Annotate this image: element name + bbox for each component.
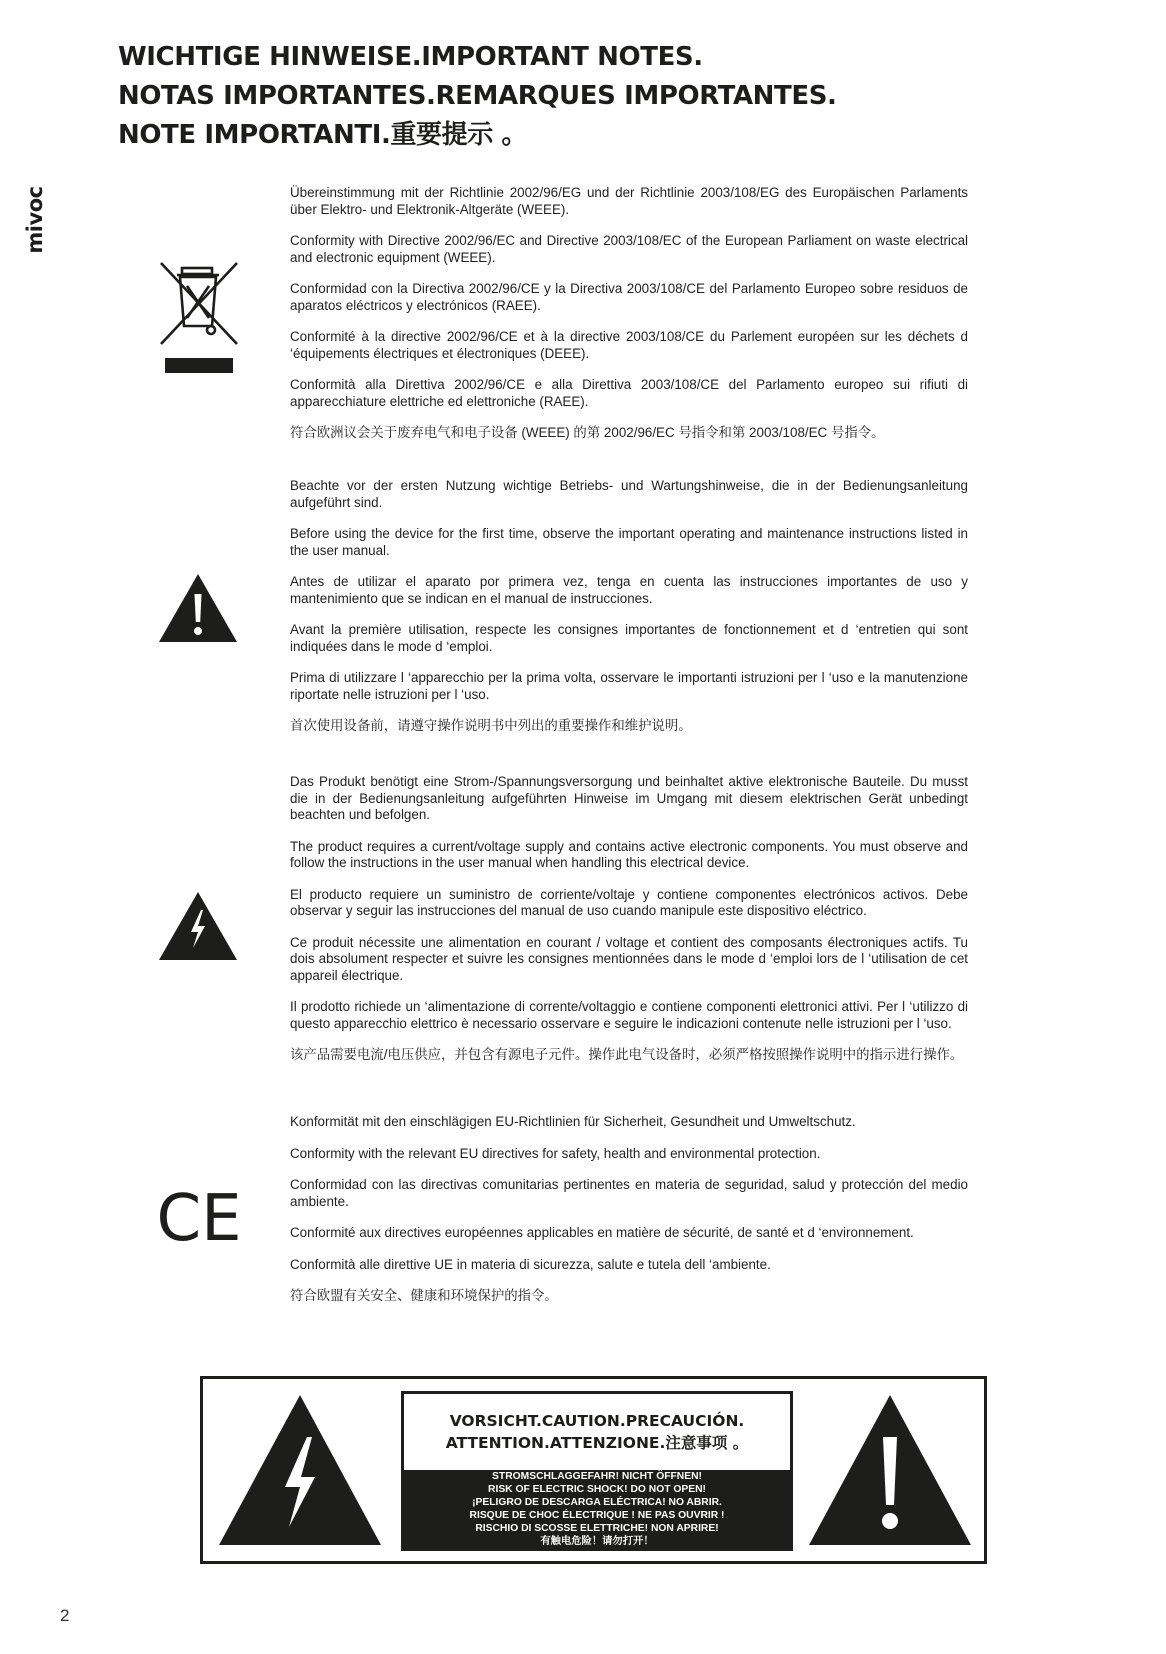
electric-shock-triangle-icon	[157, 890, 239, 967]
electric-paragraph-fr: Ce produit nécessite une alimentation en courant / voltage et contient des composants électroniques actifs. Tu dois absolument respecter et suivre les consignes mentionnées dans le mode d ‘emploi lors de l ‘utilisation de cet appareil électrique.	[290, 934, 968, 983]
caution-line-zh: 有触电危险！请勿打开！	[540, 1536, 654, 1547]
caution-line-es: ¡PELIGRO DE DESCARGA ELÉCTRICA! NO ABRIR.	[472, 1497, 722, 1508]
conformity-paragraph-es: Conformidad con las directivas comunitarias pertinentes en materia de seguridad, salud y protección del medio ambiente.	[290, 1177, 968, 1209]
ce-mark-text: CE	[157, 1184, 241, 1248]
conformity-paragraph-en: Conformity with the relevant EU directives for safety, health and environmental protection.	[290, 1145, 821, 1161]
caution-warning-panel	[404, 1470, 790, 1548]
operating-paragraph-fr: Avant la première utilisation, respecte les consignes importantes de fonctionnement et d ‘entretien qui sont indiquées dans le mode d ‘emploi.	[290, 622, 968, 654]
title-line-2: NOTAS IMPORTANTES.REMARQUES IMPORTANTES.	[118, 81, 837, 111]
caution-heading-line-2: ATTENTION.ATTENZIONE.注意事项 。	[445, 1434, 749, 1452]
weee-paragraph-de: Übereinstimmung mit der Richtlinie 2002/96/EG und der Richtlinie 2003/108/EG des Europäischen Parlaments über Elektro- und Elektronik-Altgeräte (WEEE).	[290, 185, 968, 217]
electric-paragraph-es: El producto requiere un suministro de corriente/voltaje y contiene componentes electrónicos activos. Debe observar y seguir las instrucciones del manual de uso cuando manipule este dispositivo eléctrico.	[290, 886, 968, 918]
operating-paragraph-it: Prima di utilizzare l ‘apparecchio per la prima volta, osservare le importanti istruzioni per l ‘uso e la manutenzione riportate nelle istruzioni per l ‘uso.	[290, 670, 968, 702]
weee-paragraph-en: Conformity with Directive 2002/96/EC and Directive 2003/108/EC of the European Parliament on waste electrical and electronic equipment (WEEE).	[290, 233, 968, 265]
caution-label	[401, 1391, 793, 1551]
caution-line-en: RISK OF ELECTRIC SHOCK! DO NOT OPEN!	[488, 1484, 706, 1495]
weee-section	[290, 185, 968, 442]
caution-exclamation-icon	[807, 1393, 973, 1552]
electric-paragraph-en: The product requires a current/voltage supply and contains active electronic components. You must observe and follow the instructions in the user manual when handling this electrical device.	[290, 838, 968, 870]
page-number: 2	[60, 1606, 70, 1625]
weee-paragraph-fr: Conformité à la directive 2002/96/CE et à la directive 2003/108/CE du Parlement européen sur les déchets d ‘équipements électriques et électroniques (DEEE).	[290, 329, 968, 361]
page-title	[118, 38, 837, 155]
caution-line-it: RISCHIO DI SCOSSE ELETTRICHE! NON APRIRE!	[475, 1523, 719, 1534]
caution-line-de: STROMSCHLAGGEFAHR! NICHT ÖFFNEN!	[492, 1471, 702, 1482]
conformity-paragraph-de: Konformität mit den einschlägigen EU-Richtlinien für Sicherheit, Gesundheit und Umweltschutz.	[290, 1114, 856, 1129]
caution-heading	[404, 1394, 790, 1470]
weee-paragraph-zh: 符合欧洲议会关于废弃电气和电子设备 (WEEE) 的第 2002/96/EC 号指令和第 2003/108/EC 号指令。	[290, 425, 885, 440]
weee-crossed-bin-icon	[157, 260, 241, 381]
conformity-paragraph-zh: 符合欧盟有关安全、健康和环境保护的指令。	[290, 1288, 558, 1303]
operating-paragraph-en: Before using the device for the first time, observe the important operating and maintenance instructions listed in the user manual.	[290, 526, 968, 558]
operating-paragraph-de: Beachte vor der ersten Nutzung wichtige Betriebs- und Wartungshinweise, die in der Bedienungsanleitung aufgeführt sind.	[290, 478, 968, 510]
weee-paragraph-it: Conformità alla Direttiva 2002/96/CE e alla Direttiva 2003/108/CE del Parlamento europeo sui rifiuti di apparecchiature elettriche ed elettroniche (RAEE).	[290, 377, 968, 409]
caution-electric-shock-icon	[217, 1393, 383, 1552]
conformity-section	[290, 1114, 968, 1305]
conformity-paragraph-fr: Conformité aux directives européennes applicables en matière de sécurité, de santé et d ‘environnement.	[290, 1225, 914, 1240]
caution-line-fr: RISQUE DE CHOC ÉLECTRIQUE ! NE PAS OUVRIR !	[469, 1510, 725, 1521]
operating-paragraph-zh: 首次使用设备前，请遵守操作说明书中列出的重要操作和维护说明。	[290, 718, 692, 733]
conformity-paragraph-it: Conformità alle direttive UE in materia di sicurezza, salute e tutela dell ‘ambiente.	[290, 1256, 771, 1272]
ce-mark-icon	[157, 1184, 241, 1253]
electric-paragraph-it: Il prodotto richiede un ‘alimentazione di corrente/voltaggio e contiene componenti elettronici attivi. Per l ‘utilizzo di questo apparecchio elettrico è necessario osservare e seguire le indicazioni contenute nelle istruzioni per l ‘uso.	[290, 999, 968, 1031]
brand-name: mivoc	[23, 186, 47, 254]
warning-triangle-icon	[157, 572, 239, 649]
operating-paragraph-es: Antes de utilizar el aparato por primera vez, tenga en cuenta las instrucciones importantes de uso y mantenimiento que se indican en el manual de instrucciones.	[290, 574, 968, 606]
title-line-1: WICHTIGE HINWEISE.IMPORTANT NOTES.	[118, 42, 703, 72]
electric-paragraph-de: Das Produkt benötigt eine Strom-/Spannungsversorgung und beinhaltet aktive elektronische Bauteile. Du musst die in der Bedienungsanleitung aufgeführten Hinweise im Umgang mit diesem elektrischen Gerät unbedingt beachten und befolgen.	[290, 774, 968, 822]
caution-heading-line-1: VORSICHT.CAUTION.PRECAUCIÓN.	[449, 1412, 745, 1430]
electric-paragraph-zh: 该产品需要电流/电压供应，并包含有源电子元件。操作此电气设备时，必须严格按照操作说明中的指示进行操作。	[290, 1047, 964, 1062]
operating-section	[290, 478, 968, 735]
caution-box	[200, 1376, 987, 1564]
title-line-3: NOTE IMPORTANTI.重要提示 。	[118, 120, 528, 150]
weee-paragraph-es: Conformidad con la Directiva 2002/96/CE y la Directiva 2003/108/CE del Parlamento Europeo sobre residuos de aparatos eléctricos y electrónicos (RAEE).	[290, 281, 968, 313]
electric-section	[290, 774, 968, 1064]
brand-logo	[22, 172, 48, 268]
